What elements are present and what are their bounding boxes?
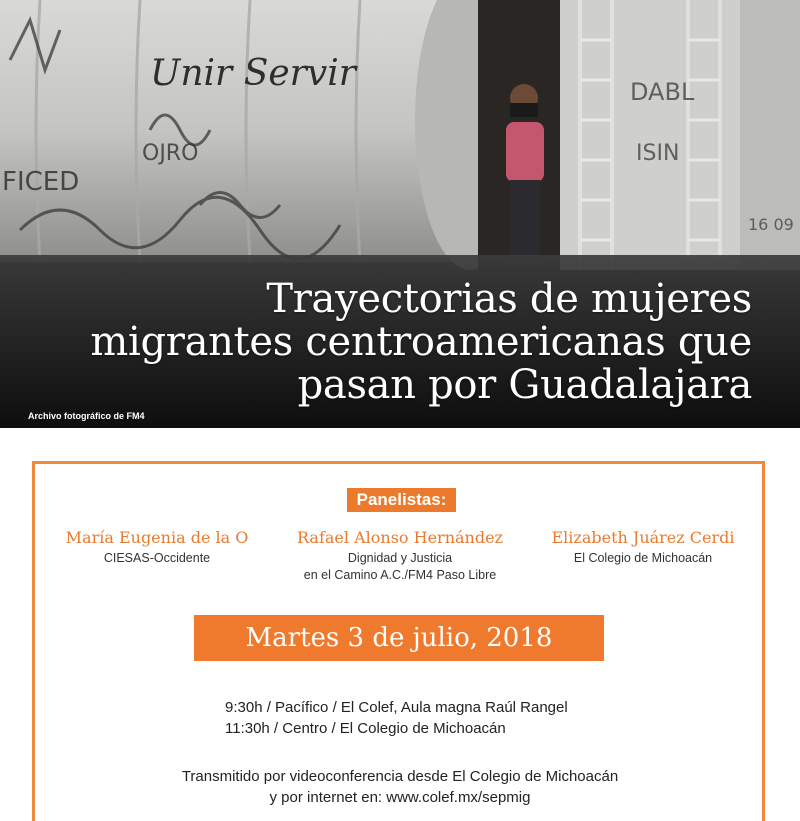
graffiti-text-2: OJRO xyxy=(142,141,199,166)
panelist-name: Elizabeth Juárez Cerdi xyxy=(551,528,735,547)
photo-credit: Archivo fotográfico de FM4 xyxy=(28,411,145,421)
graffiti-text-1: FICED xyxy=(2,167,80,197)
broadcast-line: y por internet en: www.colef.mx/sepmig xyxy=(269,789,531,806)
train-lettering: Unir Servir xyxy=(150,53,356,94)
schedule-line: 11:30h / Centro / El Colegio de Michoacán xyxy=(225,720,506,737)
broadcast-info xyxy=(0,766,800,808)
event-schedule xyxy=(225,697,568,739)
panelist-affiliation: El Colegio de Michoacán xyxy=(573,551,713,565)
graffiti-text-5: 16 09 xyxy=(748,215,794,234)
panelist-affiliation: en el Camino A.C./FM4 Paso Libre xyxy=(303,568,497,582)
panelist-3 xyxy=(543,528,743,567)
graffiti-text-4: ISIN xyxy=(636,141,680,166)
title-line: pasan por Guadalajara xyxy=(297,362,752,408)
panelist-2 xyxy=(275,528,525,584)
panelist-name: Rafael Alonso Hernández xyxy=(297,528,503,547)
panelist-affiliation: CIESAS-Occidente xyxy=(103,551,211,565)
graffiti-text-3: DABL xyxy=(630,78,695,106)
schedule-line: 9:30h / Pacífico / El Colef, Aula magna Raúl Rangel xyxy=(225,699,568,716)
broadcast-line: Transmitido por videoconferencia desde El Colegio de Michoacán xyxy=(181,768,619,785)
panelists-heading: Panelistas: xyxy=(347,488,456,512)
panelist-1 xyxy=(57,528,257,567)
panelist-affiliation: Dignidad y Justicia xyxy=(347,551,453,565)
title-line: Trayectorias de mujeres xyxy=(266,276,752,322)
panelist-name: María Eugenia de la O xyxy=(65,528,249,547)
event-title xyxy=(32,278,752,407)
title-line: migrantes centroamericanas que xyxy=(90,319,752,365)
event-date: Martes 3 de julio, 2018 xyxy=(194,615,604,661)
